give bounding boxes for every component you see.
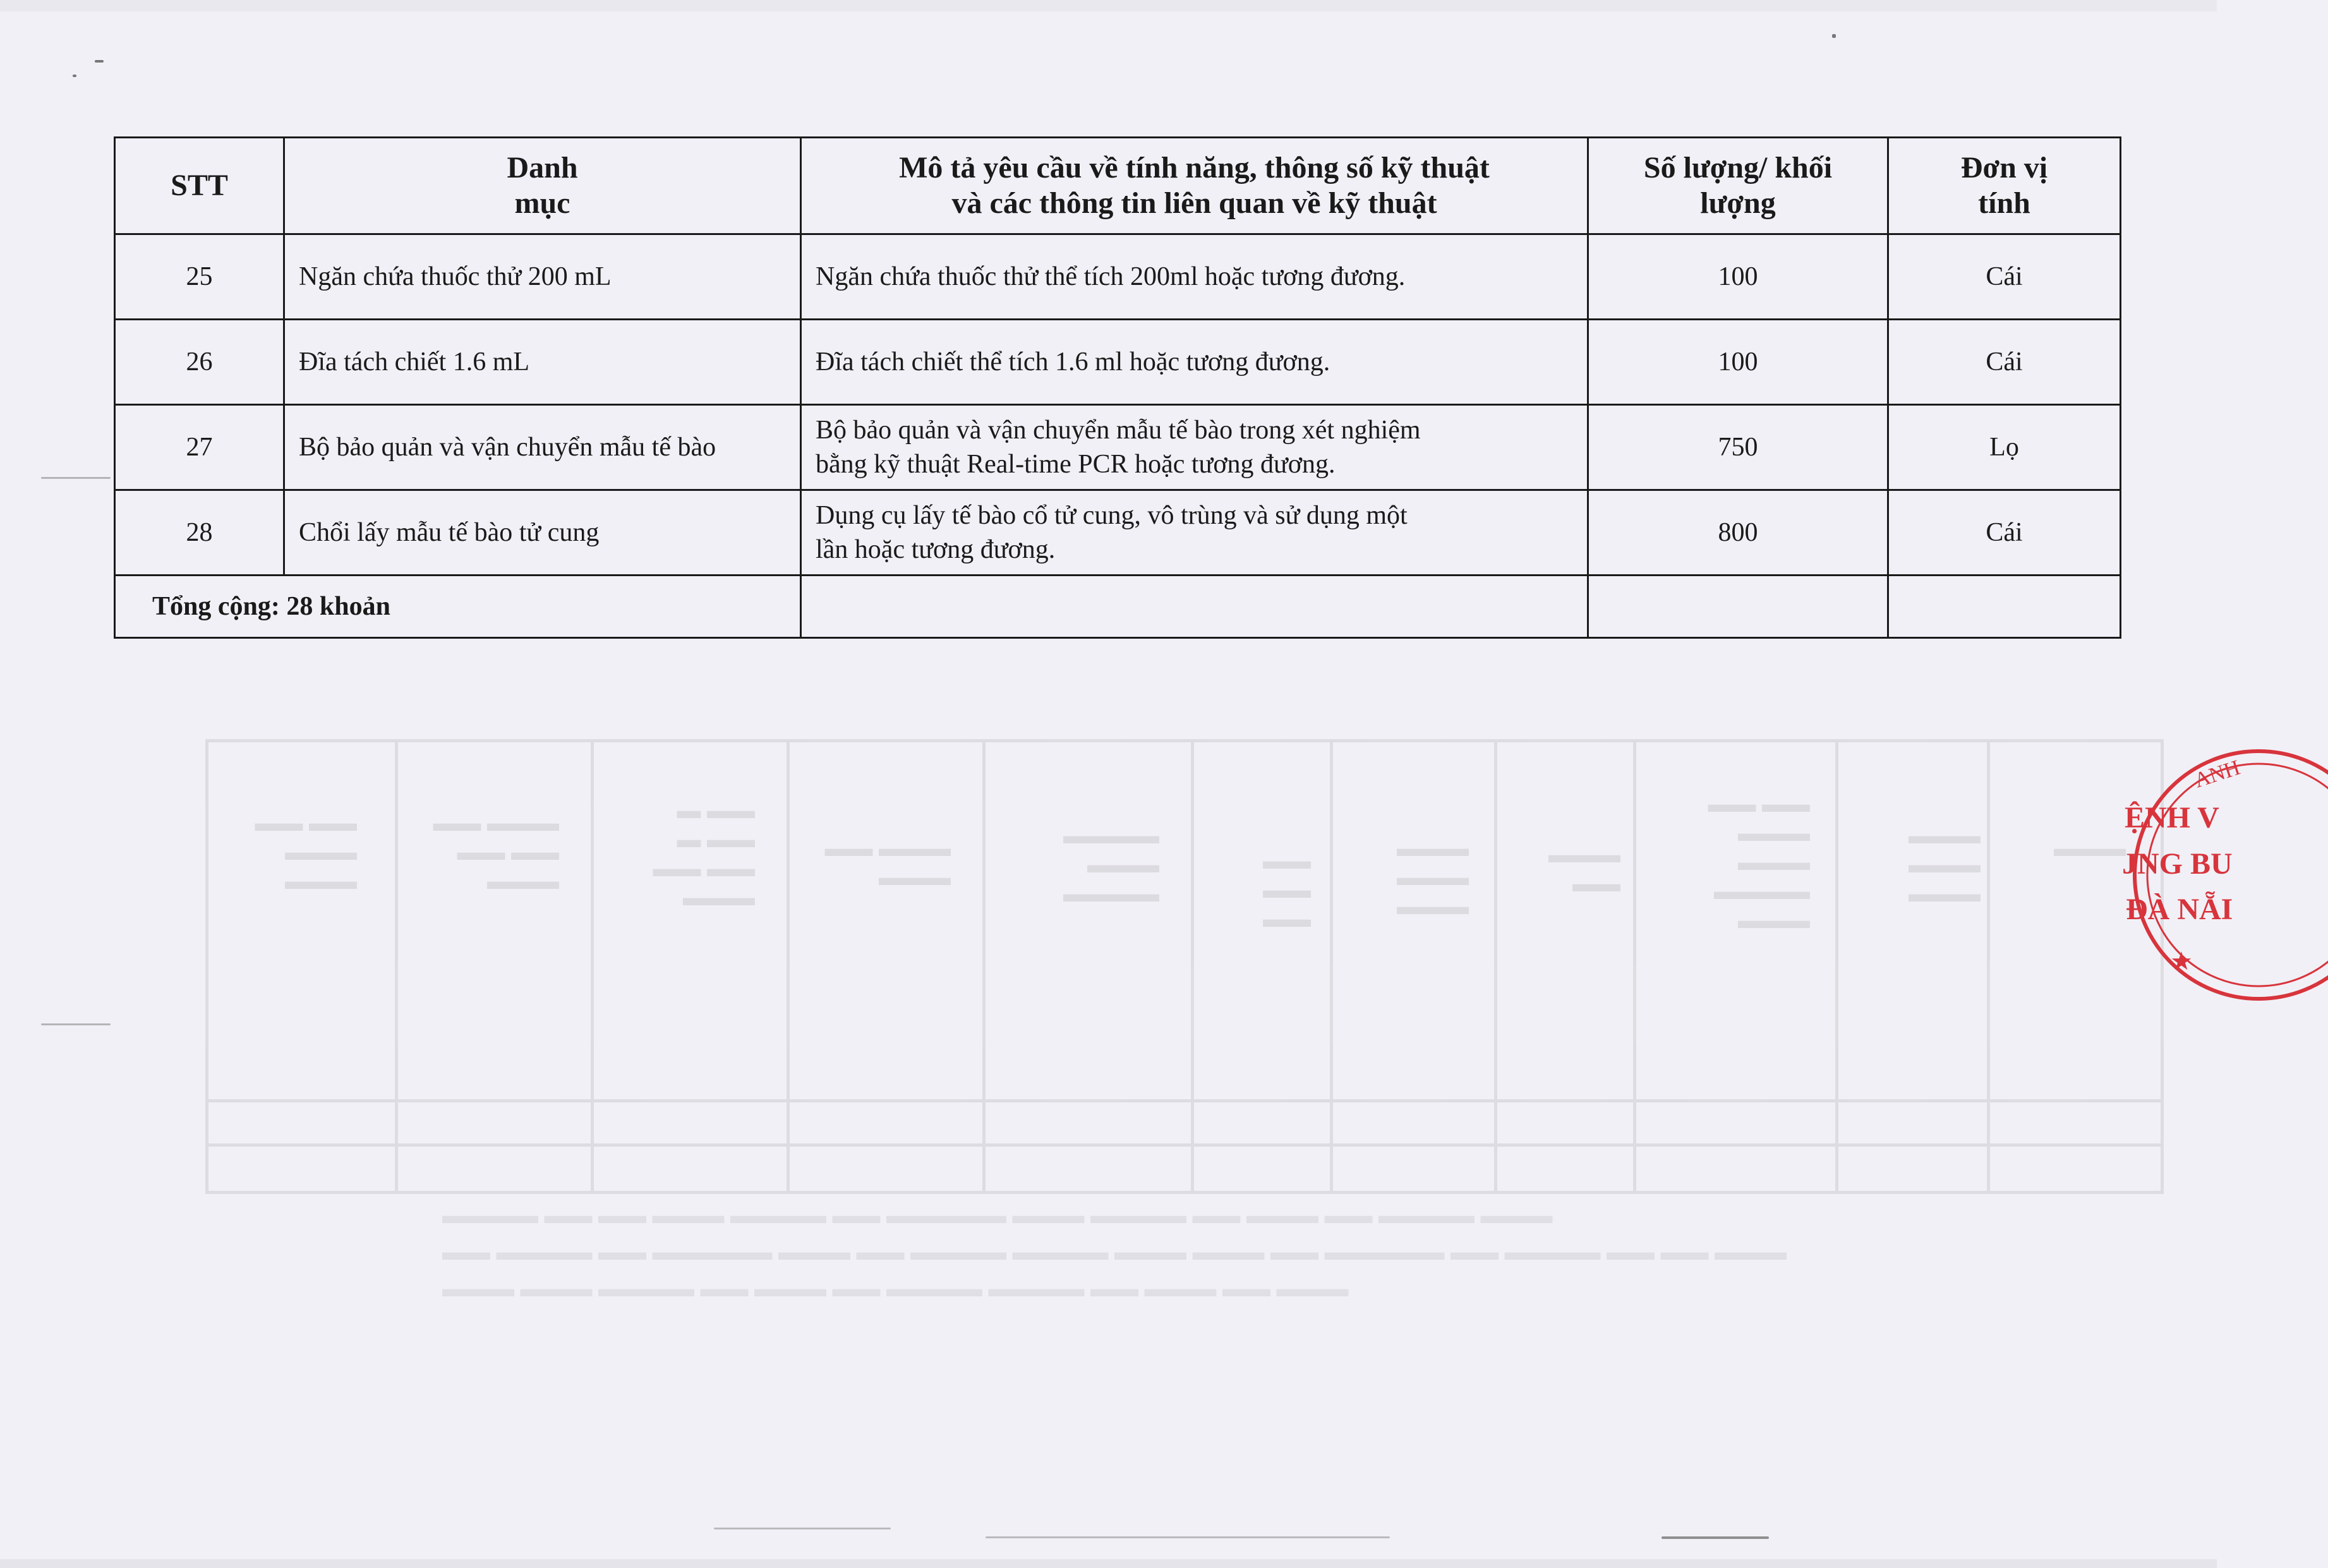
total-label: Tổng cộng: 28 khoản [115,576,801,638]
stamp-text-top: ANH [2191,756,2243,793]
table-row [115,234,2121,320]
row-mo-ta: Ngăn chứa thuốc thử thể tích 200ml hoặc tương đương. [801,234,1588,320]
scan-speck [1832,34,1836,38]
stamp-star-icon: ★ [2170,947,2193,976]
row-danh-muc: Đĩa tách chiết 1.6 mL [284,320,801,405]
scan-speck [714,1528,891,1529]
header-mo-ta: Mô tả yêu cầu về tính năng, thông số kỹ thuật và các thông tin liên quan về kỹ thuật [801,138,1588,234]
row-so-luong: 800 [1588,490,1888,576]
bleed-through-text: ▬▬▬▬ ▬▬ ▬▬ ▬▬▬ ▬▬▬▬ ▬▬ ▬▬▬▬▬ ▬▬▬ ▬▬▬▬ ▬▬ ▬▬▬ ▬▬ ▬▬▬▬ ▬▬▬ ▬▬ ▬▬▬▬ ▬▬ ▬▬▬▬▬ ▬▬▬ ▬▬ ▬▬▬▬ ▬▬▬▬ ▬▬▬ ▬▬▬ ▬▬ ▬▬▬▬▬ ▬▬ ▬▬▬▬ ▬▬ ▬▬ ▬▬▬ ▬▬▬ ▬▬▬ ▬▬▬▬ ▬▬ ▬▬▬ ▬▬ ▬▬▬▬ ▬▬▬▬ ▬▬ ▬▬▬ ▬▬ ▬▬▬ [442,1202,1787,1302]
page-top-edge [0,0,2217,11]
table-row [115,490,2121,576]
row-danh-muc: Ngăn chứa thuốc thử 200 mL [284,234,801,320]
row-mo-ta: Đĩa tách chiết thể tích 1.6 ml hoặc tương đương. [801,320,1588,405]
table-row [115,405,2121,490]
equipment-spec-table [114,136,2121,639]
row-mo-ta: Bộ bảo quản và vận chuyển mẫu tế bào trong xét nghiệm bằng kỹ thuật Real-time PCR hoặc tương đương. [801,405,1588,490]
row-stt: 28 [115,490,284,576]
row-danh-muc: Bộ bảo quản và vận chuyển mẫu tế bào [284,405,801,490]
stamp-line-1: ỆNH V [2125,801,2219,835]
total-row [115,576,2121,638]
header-don-vi: Đơn vị tính [1888,138,2121,234]
header-danh-muc: Danh mục [284,138,801,234]
row-so-luong: 750 [1588,405,1888,490]
row-don-vi: Cái [1888,320,2121,405]
table-header-row [115,138,2121,234]
page-bottom-edge [0,1559,2217,1568]
row-stt: 26 [115,320,284,405]
row-so-luong: 100 [1588,234,1888,320]
row-so-luong: 100 [1588,320,1888,405]
scan-speck [41,477,111,479]
header-stt: STT [115,138,284,234]
scan-speck [95,60,104,63]
stamp-line-3: ĐÀ NẴI [2126,893,2233,926]
row-mo-ta: Dụng cụ lấy tế bào cổ tử cung, vô trùng và sử dụng một lần hoặc tương đương. [801,490,1588,576]
scan-speck [73,75,76,77]
total-empty-cell [801,576,1588,638]
header-so-luong: Số lượng/ khối lượng [1588,138,1888,234]
row-stt: 25 [115,234,284,320]
bleed-through-table: ▬▬ ▬▬ ▬▬▬ ▬▬▬ ▬▬▬ ▬▬ ▬▬ ▬▬ ▬▬▬ ▬▬ ▬ ▬▬ ▬ ▬▬ ▬▬ ▬▬▬ ▬▬▬ ▬▬ ▬▬▬ ▬▬▬▬ ▬▬▬ ▬▬▬▬ ▬▬ ▬▬ ▬▬ ▬▬▬ ▬▬▬ ▬▬▬ ▬▬▬ ▬▬ ▬▬ ▬▬ ▬▬▬ ▬▬▬ ▬▬▬▬ ▬▬▬ ▬▬▬ ▬▬▬ ▬▬▬ ▬▬▬ [205,739,2164,1194]
total-empty-cell [1888,576,2121,638]
scan-speck [986,1536,1390,1538]
total-empty-cell [1588,576,1888,638]
red-seal-stamp [2120,730,2328,1008]
scan-speck [41,1023,111,1025]
table-row [115,320,2121,405]
row-stt: 27 [115,405,284,490]
stamp-line-2: JNG BU [2122,847,2233,881]
row-don-vi: Lọ [1888,405,2121,490]
row-don-vi: Cái [1888,490,2121,576]
scan-speck [1662,1536,1769,1539]
row-don-vi: Cái [1888,234,2121,320]
row-danh-muc: Chổi lấy mẫu tế bào tử cung [284,490,801,576]
